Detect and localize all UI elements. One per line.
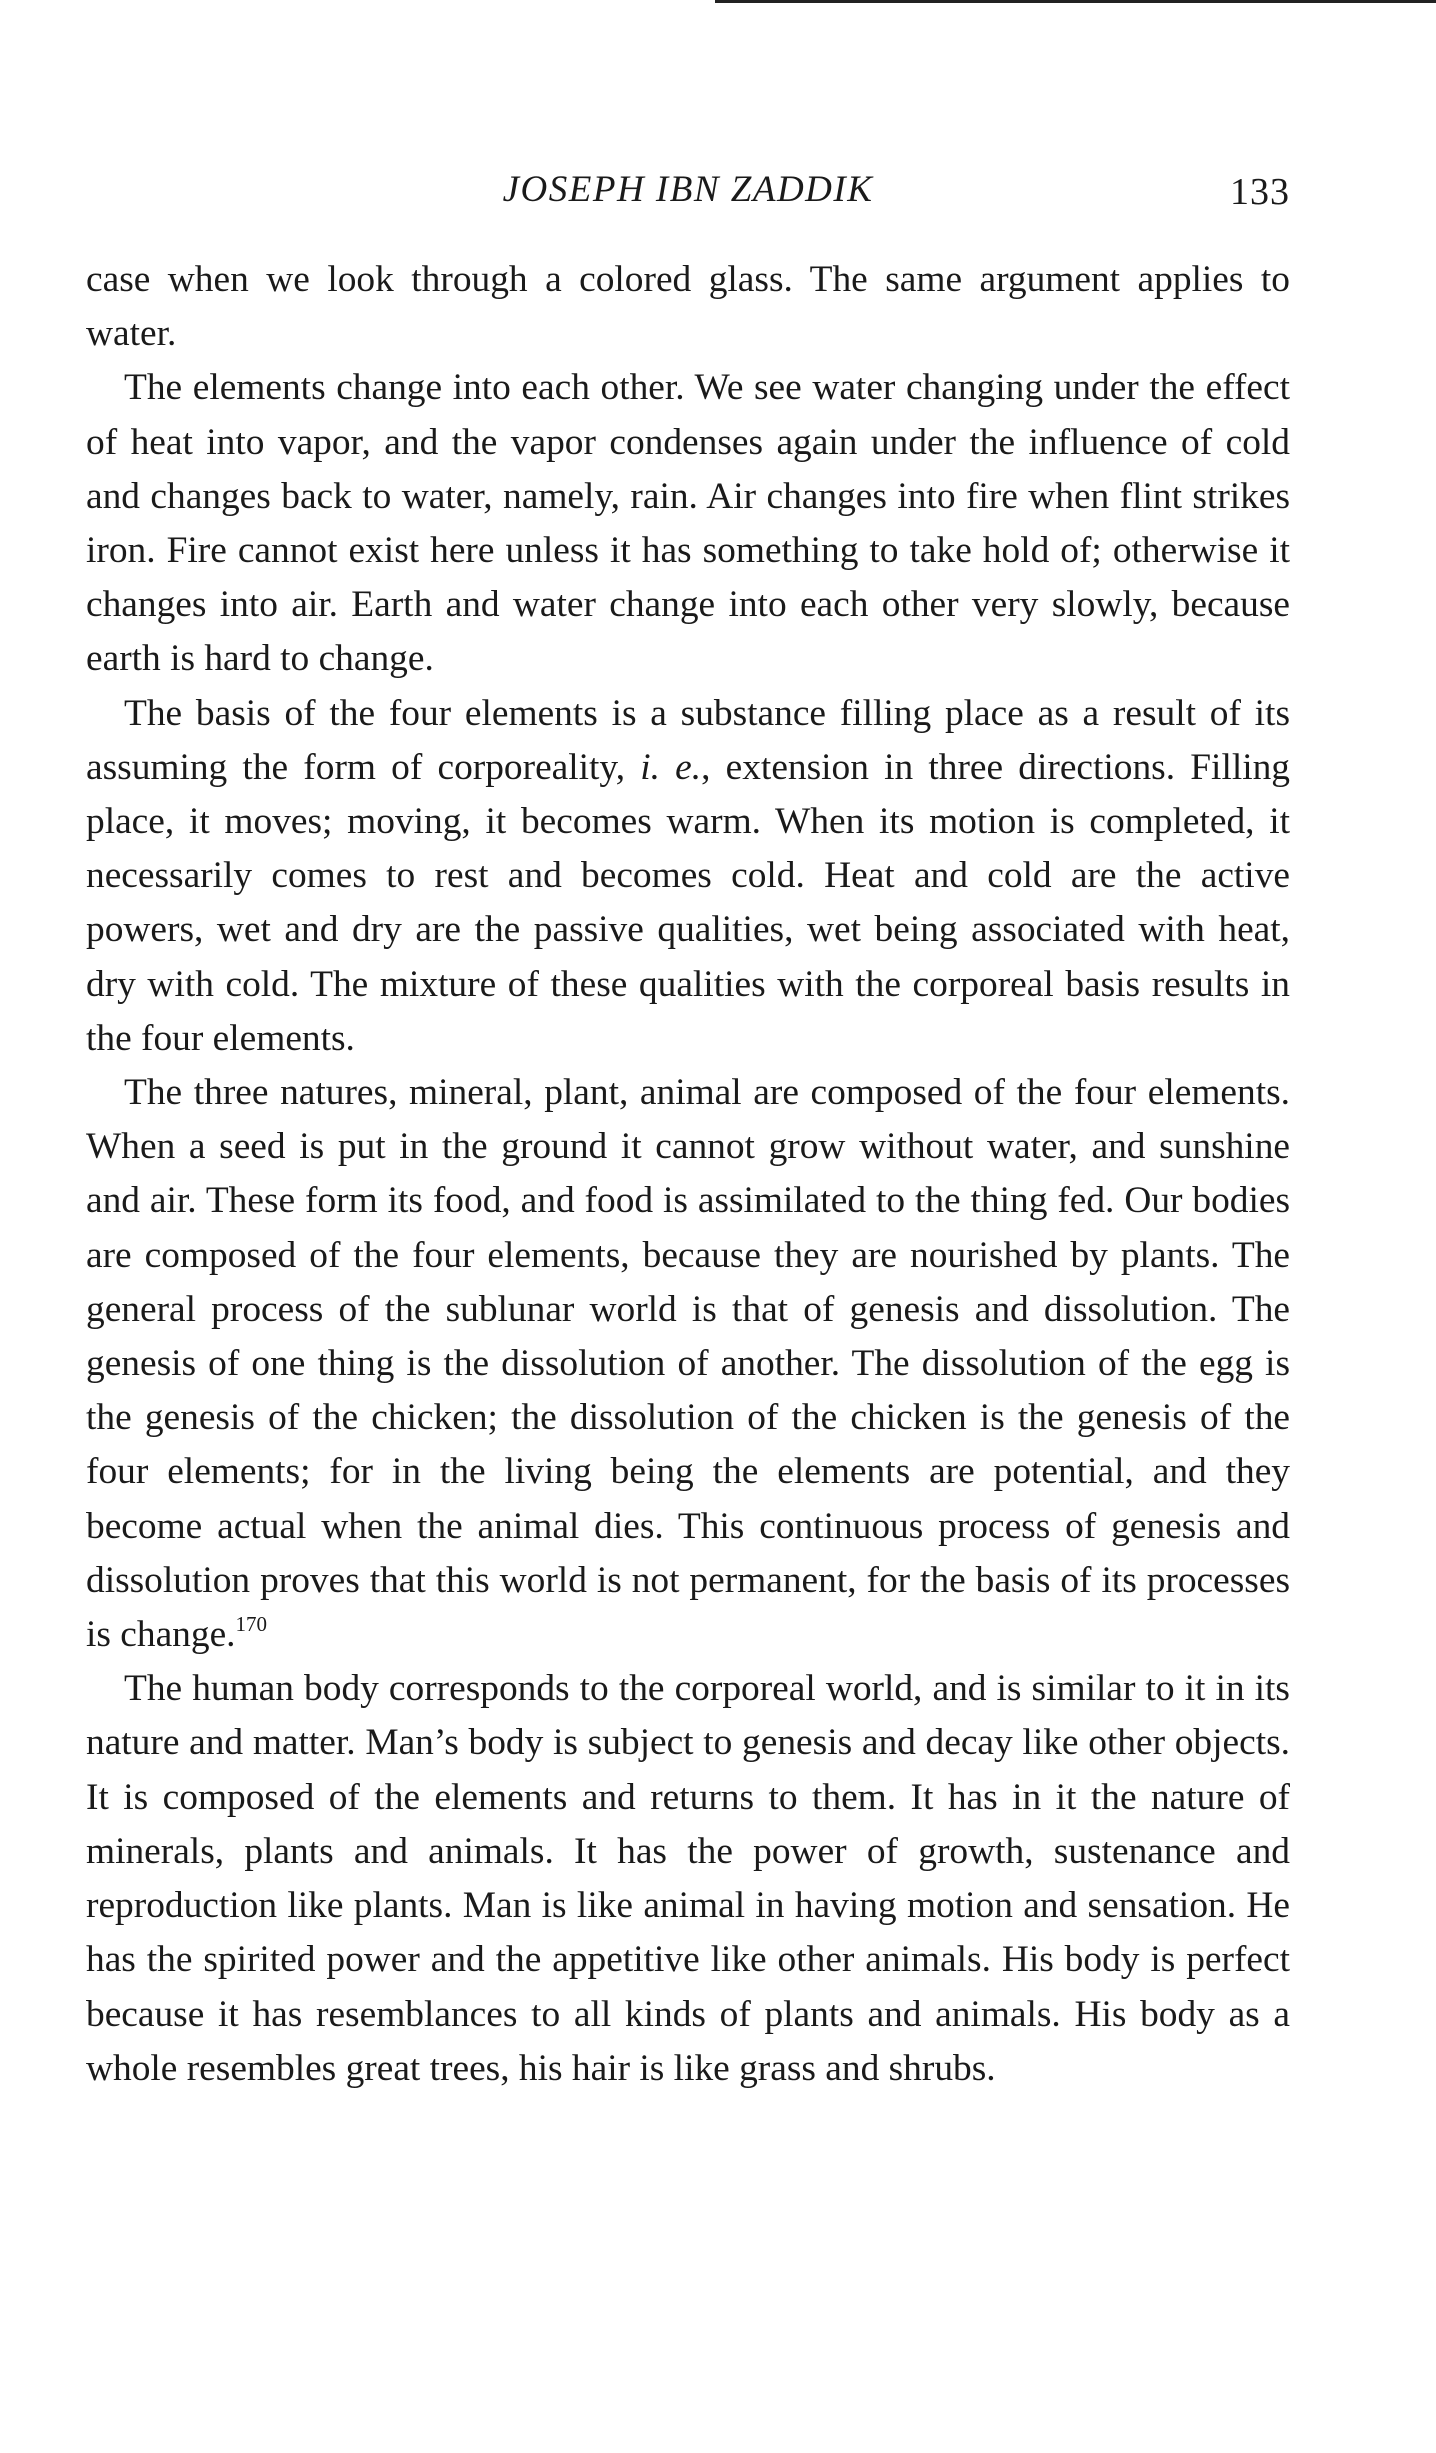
paragraph-4: [86, 1066, 1290, 1662]
page-number: 133: [1230, 171, 1290, 213]
footnote-marker[interactable]: 170: [235, 1611, 268, 1636]
paragraph-3: [86, 687, 1290, 1066]
paragraph-3-italic: i. e.: [640, 746, 702, 788]
paragraph-3-text-b: , extension in three directions. Filling place, it moves; moving, it becomes warm. When its motion is completed, it necessarily comes to rest and becomes cold. Heat and cold are the active powers, wet and dry are the passive qualities, wet being associated with heat, dry with cold. The mixture of these qualities with the corporeal basis results in the four elements.: [86, 746, 1291, 1059]
paragraph-1: case when we look through a colored glass. The same argument applies to water.: [86, 259, 1290, 355]
running-head: JOSEPH IBN ZADDIK: [502, 169, 874, 210]
paragraph-2: The elements change into each other. We see water changing under the effect of heat into vapor, and the vapor condenses again under the influence of cold and changes back to water, namely, rain. Air changes into fire when flint strikes iron. Fire cannot exist here unless it has something to take hold of; otherwise it changes into air. Earth and water change into each other very slowly, because earth is hard to change.: [86, 367, 1290, 680]
paragraph-5: The human body corresponds to the corporeal world, and is similar to it in its nature and matter. Man’s body is subject to genesis and decay like other objects. It is composed of the elements and returns to them. It has in it the nature of minerals, plants and animals. It has the power of growth, sustenance and reproduction like plants. Man is like animal in having motion and sensation. He has the spirited power and the appetitive like other animals. His body is perfect because it has resemblances to all kinds of plants and animals. His body as a whole resembles great trees, his hair is like grass and shrubs.: [86, 1668, 1290, 2089]
page-header: [86, 162, 1290, 222]
body-text: [86, 253, 1290, 2096]
top-edge-rule: [715, 0, 1436, 3]
paragraph-3-text-a: The basis of the four elements is a substance filling place as a result of its assuming the form of corporeality,: [86, 692, 1290, 788]
paragraph-4-text: The three natures, mineral, plant, animal are composed of the four elements. When a seed is put in the ground it cannot grow without water, and sunshine and air. These form its food, and food is assimilated to the thing fed. Our bodies are composed of the four elements, because they are nourished by plants. The general process of the sublunar world is that of genesis and dissolution. The genesis of one thing is the dissolution of another. The dissolution of the egg is the genesis of the chicken; the dissolution of the chicken is the genesis of the four elements; for in the living being the elements are potential, and they become actual when the animal dies. This continuous process of genesis and dissolution proves that this world is not permanent, for the basis of its processes is change.: [86, 1072, 1290, 1656]
